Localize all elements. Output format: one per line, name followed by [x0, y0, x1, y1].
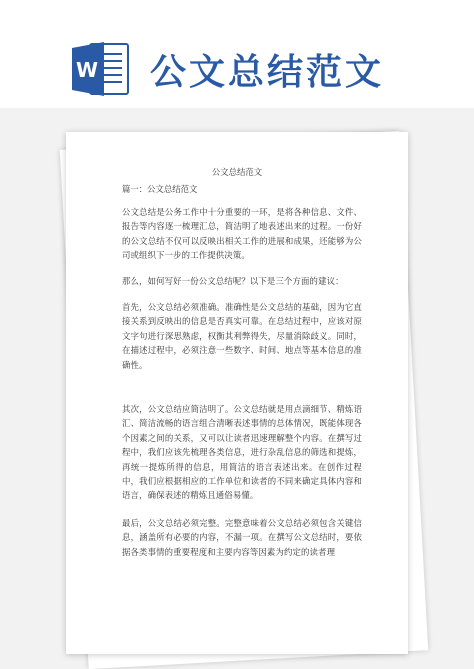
banner-title: 公文总结范文 — [150, 52, 385, 93]
paragraph-third: 最后，公文总结必须完整。完整意味着公文总结必须包含关键信息，涵盖所有必要的内容，不漏一项。在撰写公文总结时，要依据各类事情的重要程度和主要内容等因素为约定的读者理 — [122, 518, 362, 557]
paragraph-question: 那么，如何写好一份公文总结呢？以下是三个方面的建议： — [122, 276, 344, 286]
page-header — [0, 0, 474, 120]
paragraph-first: 首先，公文总结必须准确。准确性是公文总结的基础，因为它直接关系到反映出的信息是否真实可靠。在总结过程中，应该对原文字句进行深思熟虑，权衡其利弊得失，尽量消除歧义。同时，在描述过程中，必须注意一些数字、时间、地点等基本信息的准确性。 — [122, 302, 362, 370]
document-subheading: 篇一：公文总结范文 — [122, 184, 198, 194]
document-page — [66, 132, 408, 654]
word-icon-letter: W — [75, 58, 99, 82]
word-document-icon — [70, 38, 132, 100]
paragraph-second: 其次，公文总结应简洁明了。公文总结就是用点滴细节、精炼语汇、简洁流畅的语言组合清晰表述事情的总体情况，既能体现各个因素之间的关系，又可以让读者迅速理解整个内容。在撰写过程中，我们应该先梳理各类信息，进行杂乱信息的筛选和提炼，再统一提炼所得的信息，用简洁的语言表述出来。在创作过程中，我们应根据相应的工作单位和读者的不同来确定具体内容和语言，确保表述的精炼且通俗易懂。 — [122, 404, 362, 501]
paragraph-intro: 公文总结是公务工作中十分重要的一环，是将各种信息、文件、报告等内容逐一梳理汇总，简洁明了地表述出来的过程。一份好的公文总结不仅可以反映出相关工作的进展和成果，还能够为公司或组织下一步的工作提供决策。 — [122, 207, 362, 261]
document-title: 公文总结范文 — [211, 167, 263, 177]
